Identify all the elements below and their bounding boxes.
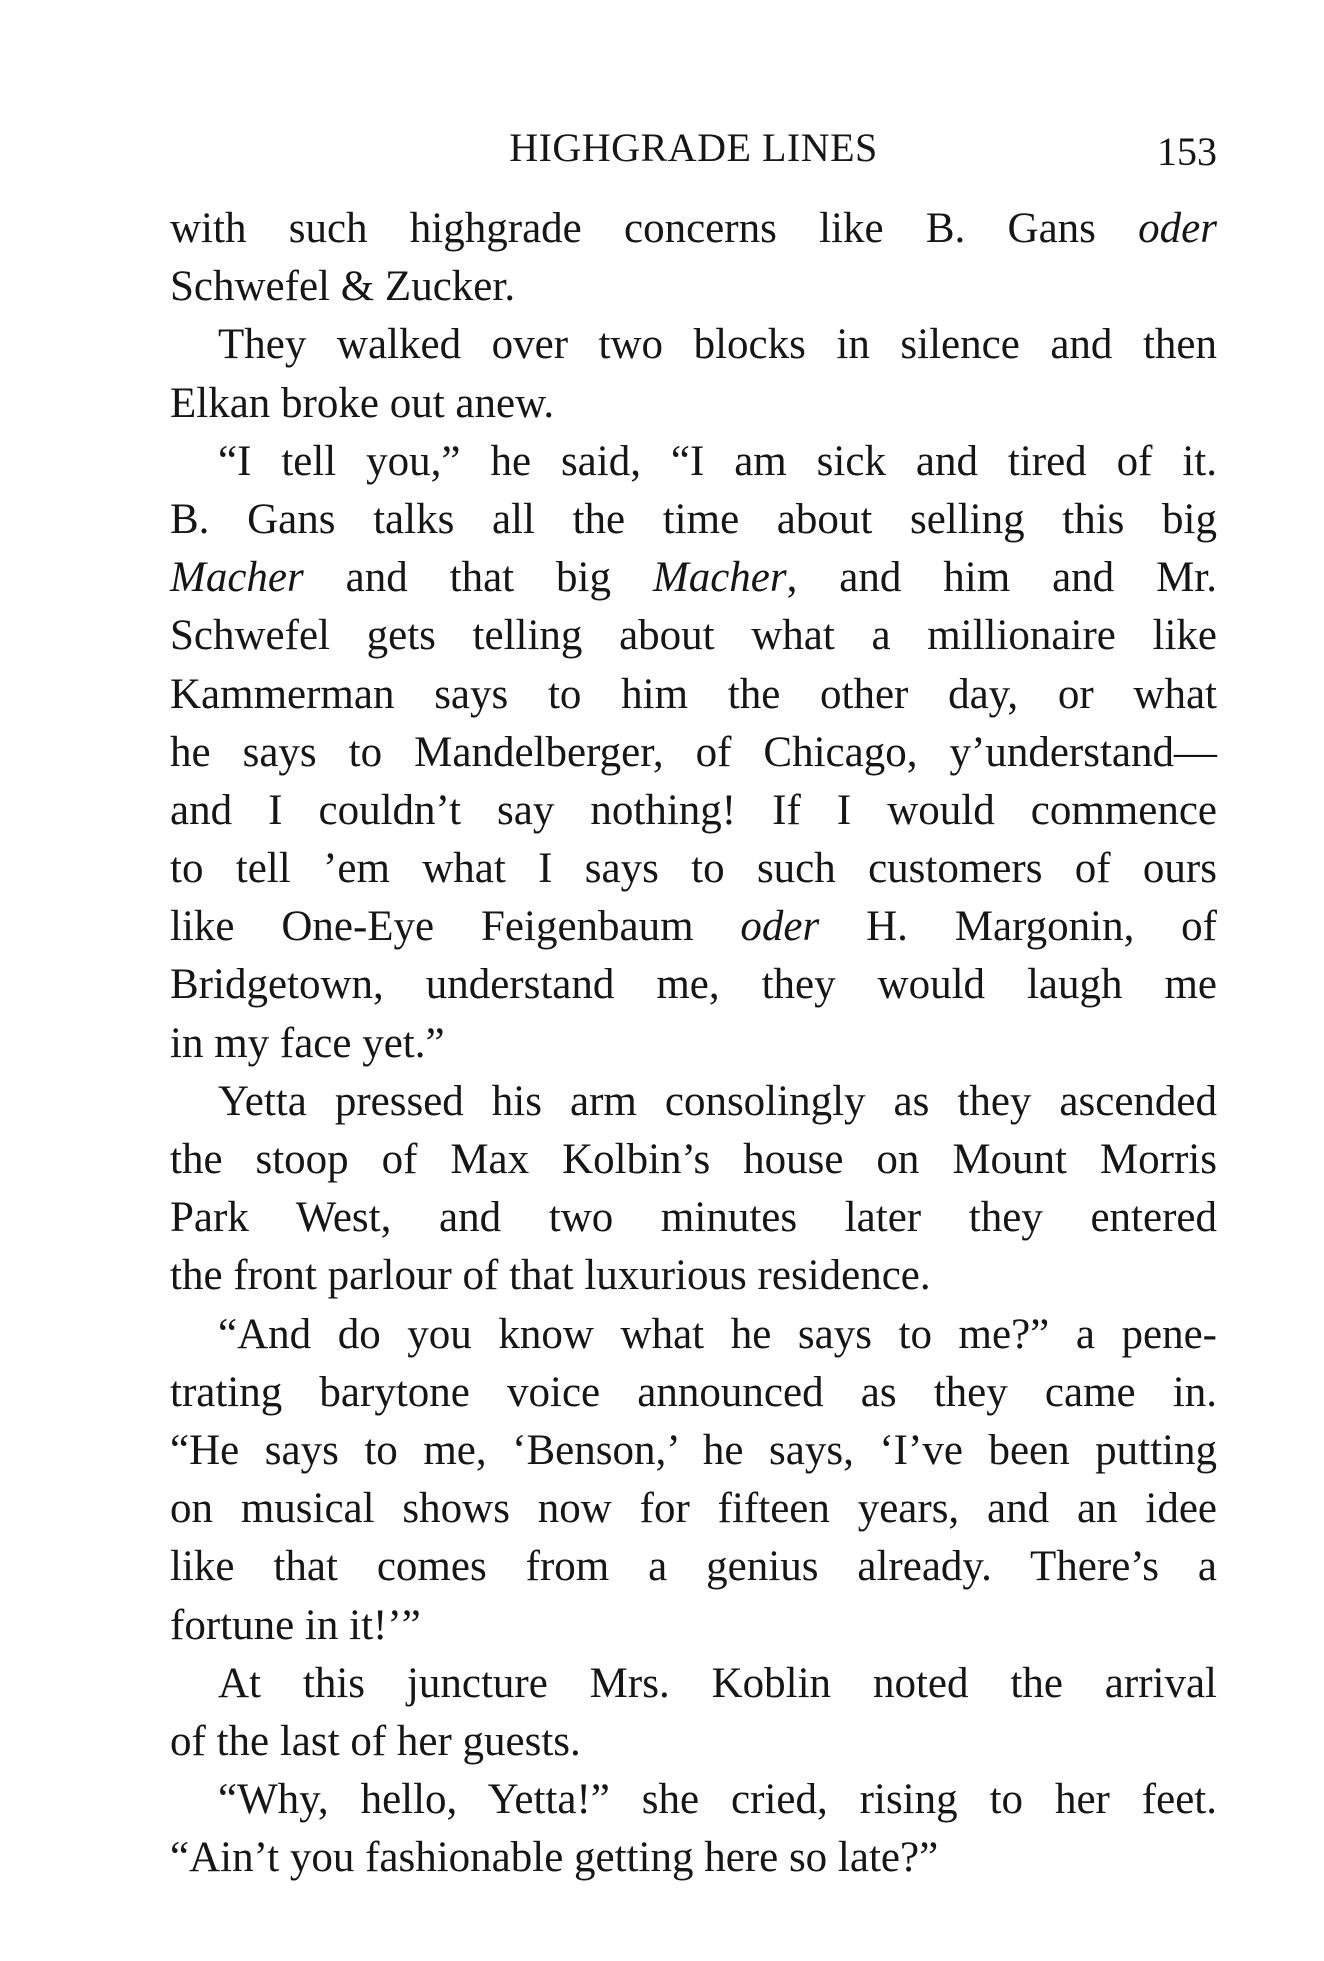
text-line	[170, 666, 1217, 724]
text-segment: the stoop of Max Kolbin’s house on Mount Morris	[170, 1136, 1217, 1183]
text-segment: Yetta pressed his arm consolingly as they ascended	[218, 1077, 1217, 1125]
text-segment: to tell ’em what I says to such customers of ours	[170, 845, 1217, 893]
text-line	[170, 1189, 1217, 1247]
text-segment: “Why, hello, Yetta!” she cried, rising to her feet.	[218, 1776, 1217, 1824]
text-line	[170, 1597, 1217, 1655]
text-segment: Schwefel gets telling about what a millionaire like	[170, 612, 1217, 660]
text-line	[170, 1073, 1217, 1131]
text-segment: trating barytone voice announced as they came in.	[170, 1368, 1217, 1416]
text-line	[170, 375, 1217, 433]
text-segment: and I couldn’t say nothing! If I would commence	[170, 786, 1217, 834]
text-line	[170, 491, 1217, 549]
text-line	[170, 782, 1217, 840]
italic-word: oder	[1138, 205, 1217, 252]
text-segment: B. Gans talks all the time about selling this big	[170, 495, 1217, 543]
text-line	[170, 1306, 1217, 1364]
text-line	[170, 316, 1217, 374]
text-segment: on musical shows now for fifteen years, and an idee	[170, 1485, 1217, 1533]
text-segment: with such highgrade concerns like B. Gans	[170, 205, 1139, 252]
italic-word: Macher	[652, 554, 787, 602]
text-segment: They walked over two blocks in silence and then	[218, 321, 1217, 369]
text-segment: “Ain’t you fashionable getting here so late?”	[170, 1834, 939, 1882]
text-line	[170, 1771, 1217, 1829]
text-segment: the front parlour of that luxurious residence.	[170, 1252, 931, 1300]
text-segment: At this juncture Mrs. Koblin noted the arrival	[218, 1659, 1217, 1707]
text-segment: Elkan broke out anew.	[170, 379, 555, 427]
text-line	[170, 258, 1217, 316]
text-line	[170, 1538, 1217, 1596]
text-line	[170, 1422, 1217, 1480]
running-head	[170, 118, 1217, 178]
text-line	[170, 898, 1217, 956]
text-line	[170, 1480, 1217, 1538]
text-segment: “And do you know what he says to me?” a pene-	[218, 1310, 1217, 1358]
text-line	[170, 433, 1217, 491]
text-segment: Schwefel & Zucker.	[170, 263, 516, 311]
italic-word: oder	[740, 903, 820, 951]
text-line	[170, 1713, 1217, 1771]
text-line	[170, 549, 1217, 607]
text-segment: “I tell you,” he said, “I am sick and tired of it.	[218, 437, 1217, 485]
text-segment: and that big	[303, 554, 653, 602]
text-segment: he says to Mandelberger, of Chicago, y’understand—	[170, 728, 1217, 776]
page-number: 153	[1157, 129, 1217, 174]
text-segment: Park West, and two minutes later they entered	[170, 1194, 1217, 1242]
text-line	[170, 724, 1217, 782]
text-line	[170, 607, 1217, 665]
text-line	[170, 840, 1217, 898]
italic-word: Macher	[170, 554, 304, 602]
text-line	[170, 956, 1217, 1014]
running-title: HIGHGRADE LINES	[509, 125, 878, 170]
text-segment: Kammerman says to him the other day, or what	[170, 670, 1217, 718]
text-line	[170, 1247, 1217, 1305]
text-segment: of the last of her guests.	[170, 1717, 581, 1765]
text-segment: H. Margonin, of	[819, 903, 1217, 951]
text-segment: Bridgetown, understand me, they would laugh me	[170, 961, 1217, 1009]
text-line	[170, 1829, 1217, 1887]
text-line	[170, 1131, 1217, 1189]
text-segment: like that comes from a genius already. There’s a	[170, 1543, 1217, 1591]
text-segment: like One-Eye Feigenbaum	[170, 903, 741, 951]
text-line	[170, 1015, 1217, 1073]
text-segment: , and him and Mr.	[786, 554, 1218, 602]
text-segment: fortune in it!’”	[170, 1601, 421, 1649]
text-line	[170, 200, 1217, 258]
text-segment: “He says to me, ‘Benson,’ he says, ‘I’ve been putting	[170, 1426, 1217, 1474]
text-line	[170, 1655, 1217, 1713]
text-line	[170, 1364, 1217, 1422]
body-text	[170, 200, 1217, 1887]
text-segment: in my face yet.”	[170, 1019, 445, 1067]
